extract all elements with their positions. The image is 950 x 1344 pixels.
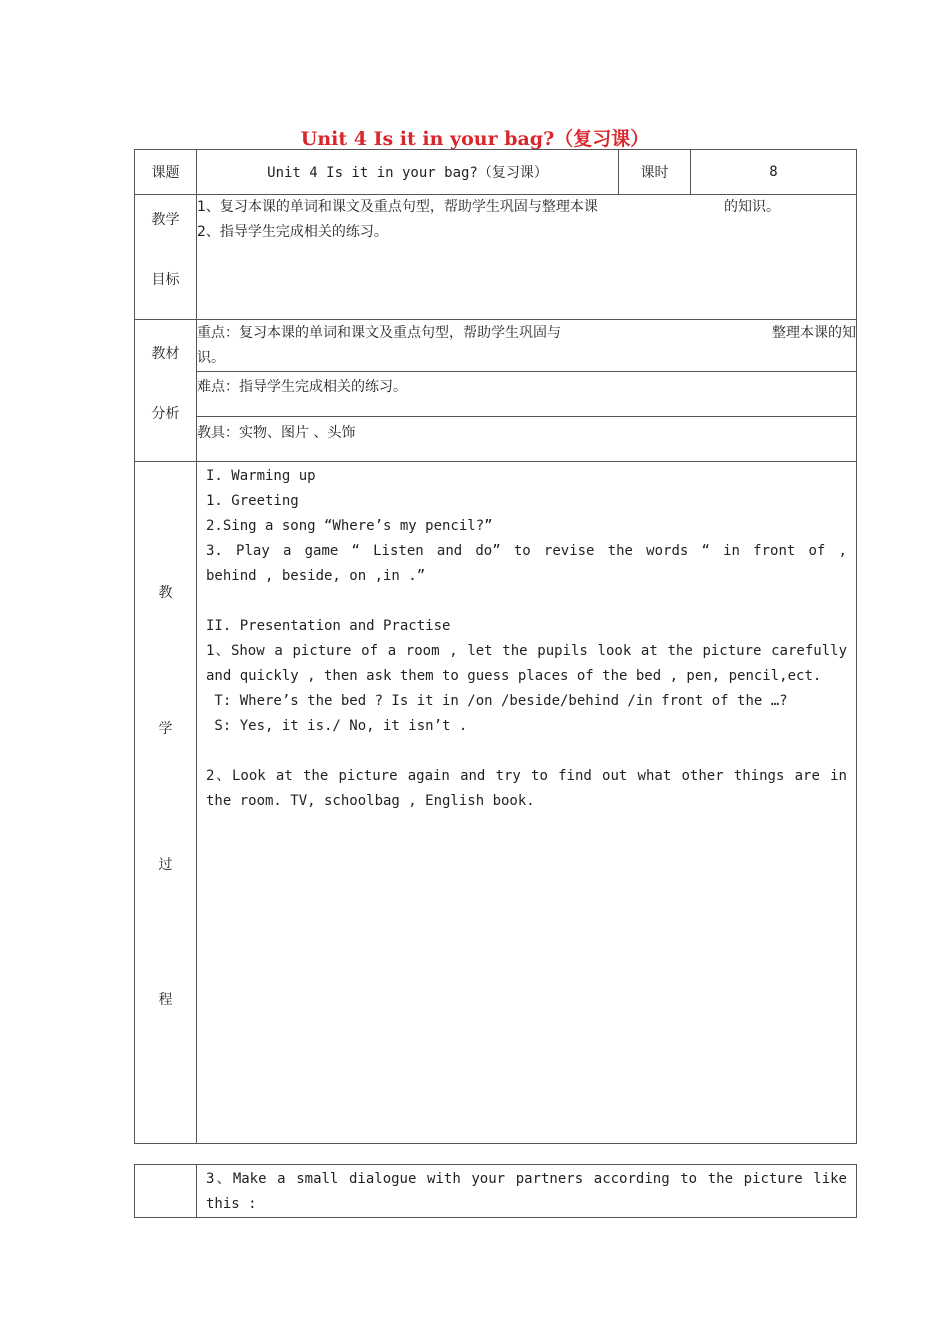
process-line [206,589,847,614]
continuation-table [134,1164,857,1218]
continuation-content [197,1165,857,1218]
teaching-tools: 教具：实物、图片 、头饰 [197,417,857,462]
process-line: T: Where’s the bed ? Is it in /on /beside/behind /in front of the …? [206,693,788,709]
process-line: 1、Show a picture of a room , let the pupils look at the picture carefully [206,643,847,659]
process-label [135,462,197,1144]
continuation-label-cell [135,1165,197,1218]
analysis-difficulty-row [135,372,857,417]
key-points-part-b: 整理本课的知 [772,325,856,341]
analysis-tools-row [135,417,857,462]
process-line: the room. TV, schoolbag , English book. [206,793,535,809]
analysis-label [135,320,197,462]
process-line: behind , beside, on ,in .” [206,568,426,584]
process-content [197,462,857,1144]
process-line: 3. Play a game “ Listen and do” to revise the words “ in front of , [206,543,847,559]
process-line: and quickly , then ask them to guess places of the bed , pen, pencil,ect. [206,668,822,684]
key-points-part-c: 识。 [197,350,225,366]
analysis-key-row [135,320,857,372]
period-label: 课时 [619,150,691,195]
analysis-label-top: 教材 [151,346,180,362]
objective-2: 2、指导学生完成相关的练习。 [197,224,388,240]
topic-label: 课题 [135,150,197,195]
process-line: II. Presentation and Practise [206,618,451,634]
process-line: 2、Look at the picture again and try to find out what other things are in [206,768,847,784]
process-line: 2.Sing a song “Where’s my pencil?” [206,518,493,534]
analysis-label-bottom: 分析 [151,406,180,422]
process-line: 1. Greeting [206,493,299,509]
process-line: S: Yes, it is./ No, it isn’t . [206,718,468,734]
objective-1-part-b: 的知识。 [724,199,780,215]
key-points [197,320,857,372]
continuation-line-1: 3、Make a small dialogue with your partners according to the picture like [206,1171,847,1187]
objectives-row [135,195,857,320]
header-row [135,150,857,195]
objectives-label-bottom: 目标 [151,272,180,288]
process-label-1: 教 [158,585,173,601]
objectives-label-top: 教学 [151,212,180,228]
key-points-part-a: 重点：复习本课的单词和课文及重点句型，帮助学生巩固与 [197,325,561,341]
process-label-4: 程 [158,992,173,1008]
objectives-content [197,195,857,320]
objectives-label [135,195,197,320]
lesson-plan-table [134,149,857,1144]
period-value: 8 [691,150,857,195]
process-line: I. Warming up [206,468,316,484]
topic-value: Unit 4 Is it in your bag?（复习课） [197,150,619,195]
continuation-row [135,1165,857,1218]
difficulty: 难点：指导学生完成相关的练习。 [197,372,857,417]
continuation-line-2: this : [206,1196,257,1212]
process-line [206,739,847,764]
objective-1-part-a: 1、复习本课的单词和课文及重点句型，帮助学生巩固与整理本课 [197,199,598,215]
process-row [135,462,857,1144]
process-label-3: 过 [158,857,173,873]
document-title: Unit 4 Is it in your bag?（复习课） [300,128,650,150]
process-label-2: 学 [158,721,173,737]
